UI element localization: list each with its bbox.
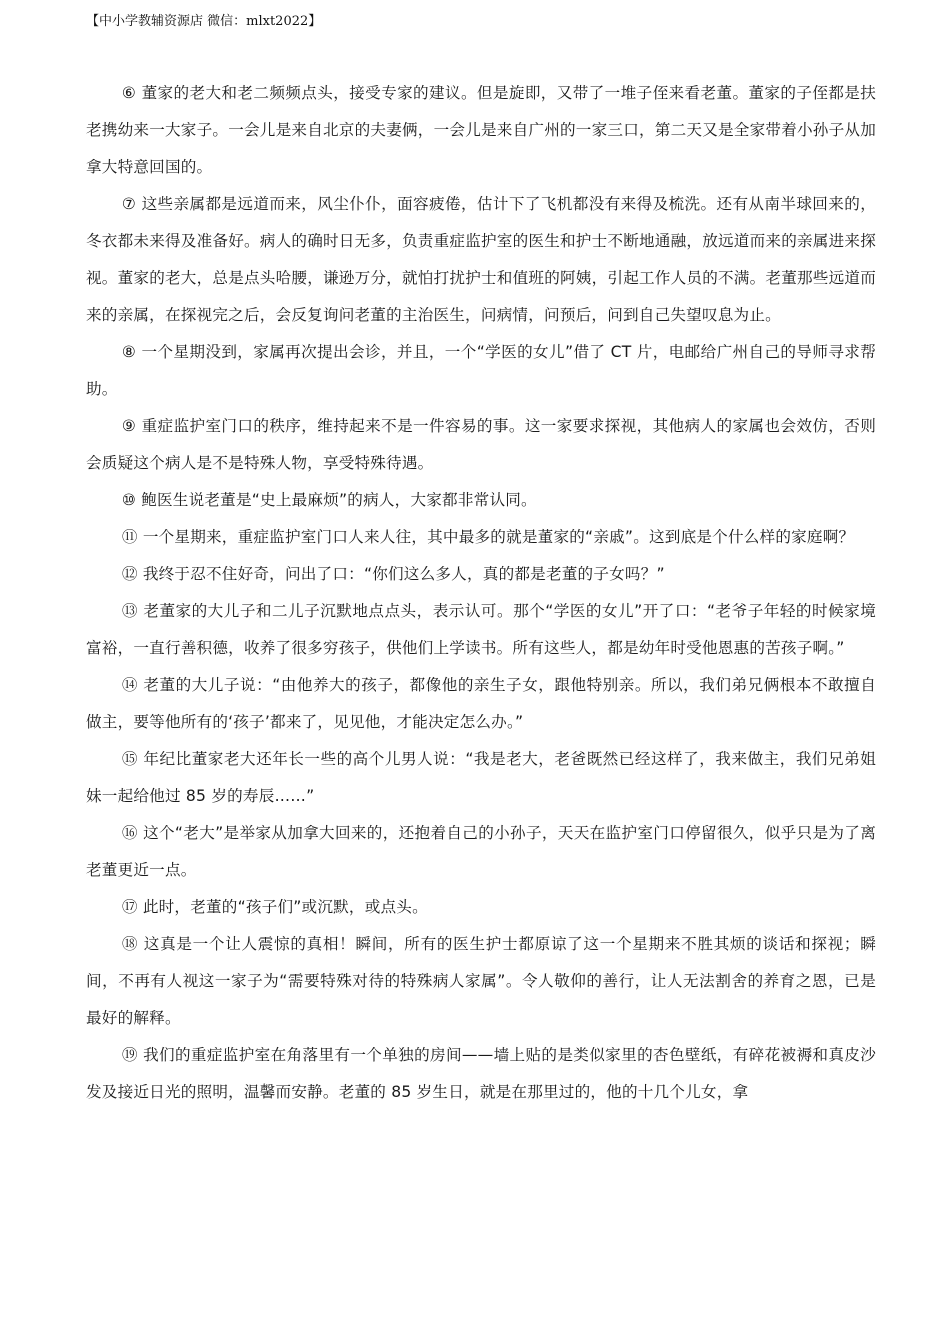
article-body: [86, 75, 876, 1111]
paragraph-19: ⑲ 我们的重症监护室在角落里有一个单独的房间——墙上贴的是类似家里的杏色壁纸，有碎花被褥和真皮沙发及接近日光的照明，温馨而安静。老董的 85 岁生日，就是在那里过的，他的十几个儿女，拿: [86, 1046, 876, 1101]
paragraph-18: ⑱ 这真是一个让人震惊的真相！瞬间，所有的医生护士都原谅了这一个星期来不胜其烦的谈话和探视；瞬间，不再有人视这一家子为“需要特殊对待的特殊病人家属”。令人敬仰的善行，让人无法割舍的养育之恩，已是最好的解释。: [86, 935, 876, 1027]
paragraph-14: ⑭ 老董的大儿子说：“由他养大的孩子，都像他的亲生子女，跟他特别亲。所以，我们弟兄俩根本不敢擅自做主，要等他所有的‘孩子’都来了，见见他，才能决定怎么办。”: [86, 676, 876, 731]
paragraph-12: ⑫ 我终于忍不住好奇，问出了口：“你们这么多人，真的都是老董的子女吗？”: [121, 565, 665, 583]
paragraph-15: ⑮ 年纪比董家老大还年长一些的高个儿男人说：“我是老大，老爸既然已经这样了，我来做主，我们兄弟姐妹一起给他过 85 岁的寿辰……”: [86, 750, 876, 805]
paragraph-10: ⑩ 鲍医生说老董是“史上最麻烦”的病人，大家都非常认同。: [121, 491, 537, 509]
page-header: 【中小学教辅资源店 微信：mlxt2022】: [86, 14, 322, 29]
paragraph-16: ⑯ 这个“老大”是举家从加拿大回来的，还抱着自己的小孙子，天天在监护室门口停留很久，似乎只是为了离老董更近一点。: [86, 824, 876, 879]
paragraph-9: ⑨ 重症监护室门口的秩序，维持起来不是一件容易的事。这一家要求探视，其他病人的家属也会效仿，否则会质疑这个病人是不是特殊人物，享受特殊待遇。: [86, 417, 876, 472]
paragraph-13: ⑬ 老董家的大儿子和二儿子沉默地点点头，表示认可。那个“学医的女儿”开了口：“老爷子年轻的时候家境富裕，一直行善积德，收养了很多穷孩子，供他们上学读书。所有这些人，都是幼年时受他恩惠的苦孩子啊。”: [86, 602, 876, 657]
paragraph-7: ⑦ 这些亲属都是远道而来，风尘仆仆，面容疲倦，估计下了飞机都没有来得及梳洗。还有从南半球回来的，冬衣都未来得及准备好。病人的确时日无多，负责重症监护室的医生和护士不断地通融，放远道而来的亲属进来探视。董家的老大，总是点头哈腰，谦逊万分，就怕打扰护士和值班的阿姨，引起工作人员的不满。老董那些远道而来的亲属，在探视完之后，会反复询问老董的主治医生，问病情，问预后，问到自己失望叹息为止。: [86, 195, 876, 324]
paragraph-8: ⑧ 一个星期没到，家属再次提出会诊，并且，一个“学医的女儿”借了 CT 片，电邮给广州自己的导师寻求帮助。: [86, 343, 876, 398]
paragraph-6: ⑥ 董家的老大和老二频频点头，接受专家的建议。但是旋即，又带了一堆子侄来看老董。董家的子侄都是扶老携幼来一大家子。一会儿是来自北京的夫妻俩，一会儿是来自广州的一家三口，第二天又是全家带着小孙子从加拿大特意回国的。: [86, 84, 876, 176]
paragraph-17: ⑰ 此时，老董的“孩子们”或沉默，或点头。: [121, 898, 428, 916]
paragraph-11: ⑪ 一个星期来，重症监护室门口人来人往，其中最多的就是董家的“亲戚”。这到底是个什么样的家庭啊？: [121, 528, 855, 546]
